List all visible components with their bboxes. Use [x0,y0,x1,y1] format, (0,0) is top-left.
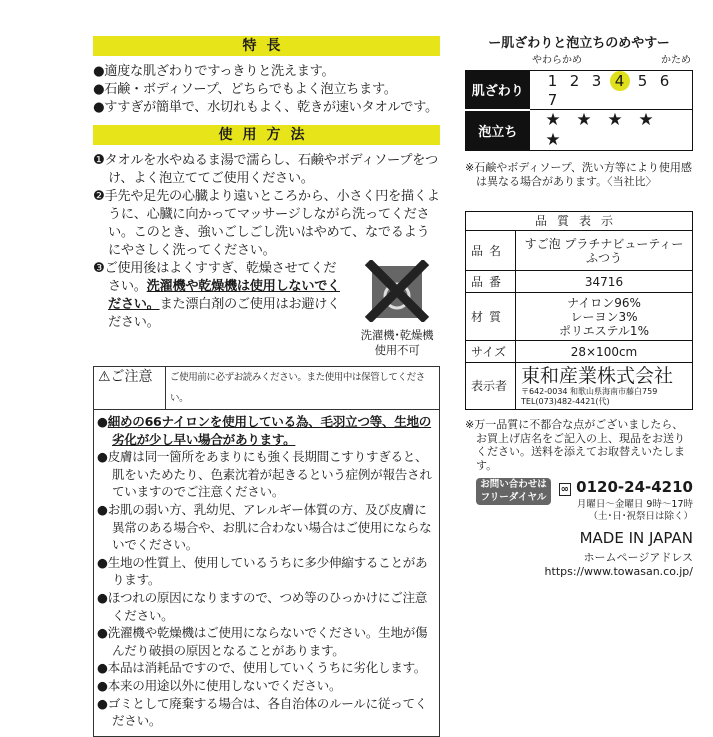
scale-hard-label: かため [661,55,691,66]
free-dial-icon: ∞ [560,484,569,495]
maker-key: 表示者 [466,363,516,410]
caution-box [93,366,440,737]
features-header: 特長 [93,36,440,56]
caution-item: ●洗濯機や乾燥機はご使用にならないでください。生地が傷んだり破損の原因となることがあります。 [97,625,428,658]
maker-tel: TEL(073)482-4421(代) [521,397,610,406]
made-in-japan: MADE IN JAPAN [579,529,693,547]
caution-item: ●皮膚は同一箇所をあまりにも強く長期間こすりすぎると、肌をいためたり、色素沈着が起きるという症例が報告されていますのでご注意ください。 [97,449,432,500]
scale-labels [465,52,693,70]
material-value [516,293,693,341]
step3-text-b: また漂白剤のご使用はお避けください。 [108,297,340,330]
quality-table [465,211,693,410]
maker-address: 〒642-0034 和歌山県海南市藤白759 [521,387,658,396]
no-washer-icon-group [354,260,440,358]
maker-name: 東和産業株式会社 [521,365,674,387]
phone-text: 0120-24-4210 [576,478,693,496]
name-key: 品名 [466,231,516,271]
texture-label: 肌ざわり [466,71,530,110]
free-dial-badge: お問い合わせは フリーダイヤル [476,478,551,505]
name-value: すご泡 プラチナビューティー ふつう [516,231,693,271]
star-icon: ★ [576,110,592,130]
scale-number: 5 [637,72,648,90]
caution-item: ●ほつれの原因になりますので、つめ等のひっかけにご注意ください。 [97,589,428,623]
caution-first: 細めの66ナイロンを使用している為、毛羽立つ等、生地の劣化が少し早い場合があります。 [107,414,432,447]
star-icon: ★ [607,110,623,130]
replacement-note: ※万一品質に不都合な点がございましたら、お買上げ店名をご記入の上、現品をお送りください。送料を添えてお取替えいたします。 [465,418,685,472]
no-washer-label: 洗濯機･乾燥機 使用不可 [360,328,434,357]
usage-steps [93,152,440,358]
material-1: ナイロン96% [567,295,641,310]
scale-number: 7 [547,91,558,109]
caution-item: ●ゴミとして廃棄する場合は、各自治体のルールに従ってください。 [97,695,428,729]
caution-item: ●本来の用途以外に使用しないでください。 [97,677,342,693]
scale-title: ー肌ざわりと泡立ちのめやすー [488,36,670,51]
caution-subtitle: ご使用前に必ずお読みください。また使用中は保管してください。 [170,372,425,404]
features-list [93,63,440,117]
usage-header: 使用方法 [93,125,440,145]
homepage-url[interactable]: https://www.towasan.co.jp/ [544,565,693,578]
size-value: 28×100cm [516,341,693,363]
scale-number: 6 [659,72,670,90]
feature-item: ●すすぎが簡単で、水切れもよく、乾きが速いタオルです。 [93,100,438,115]
scale-number-selected: 4 [610,71,630,91]
right-column [465,36,693,579]
number-value: 34716 [516,271,693,293]
material-3: ポリエステル1% [559,323,649,338]
foam-label: 泡立ち [466,110,530,151]
contact-details [557,478,693,523]
scale-note: ※石鹸やボディソープ、洗い方等により使用感は異なる場合があります。〈当社比〉 [465,161,692,188]
caution-item: ●生地の性質上、使用しているうちに多少伸縮することがあります。 [97,554,428,588]
homepage-label: ホームページアドレス [583,551,693,564]
size-key: サイズ [466,341,516,363]
feature-item: ●適度な肌ざわりですっきりと洗えます。 [93,64,335,79]
scale-soft-label: やわらかめ [532,55,582,66]
step3-text: ❸ご使用後はよくすすぎ、乾燥させてください。 [93,261,337,294]
scale-table [465,70,693,151]
business-hours: 月曜日～金曜日 9時～17時 [576,499,693,510]
caution-title: ⚠ご注意 [94,367,166,409]
material-2: レーヨン3% [570,309,638,324]
no-washer-dryer-icon [354,260,440,328]
closed-days: （土･日･祝祭日は除く） [588,511,693,522]
feature-item: ●石鹸・ボディソープ、どちらでもよく泡立ちます。 [93,82,397,97]
caution-item: ●細めの66ナイロンを使用している為、毛羽立つ等、生地の劣化が少し早い場合があります。 [97,414,432,447]
scale-number: 1 [547,72,558,90]
scale-number: 3 [591,72,602,90]
star-icon: ★ [545,110,561,130]
left-column [93,36,440,737]
caution-item: ●お肌の弱い方、乳幼児、アレルギー体質の方、及び皮膚に異常のある場合や、お肌に合わない場合はご使用にならないでください。 [97,501,432,553]
phone-number[interactable] [557,478,693,499]
scale-number: 2 [569,72,580,90]
caution-item: ●本品は消耗品ですので、使用していくうちに劣化します。 [97,660,427,676]
star-icon: ★ [545,130,561,150]
quality-title: 品質表示 [466,212,693,231]
step3-warning: 洗濯機や乾燥機は使用しないでください。 [108,279,340,312]
star-icon: ★ [638,110,654,130]
maker-value [516,363,693,410]
usage-step-1: ❶タオルを水やぬるま湯で濡らし、石鹸やボディソープをつけ、よく泡立ててご使用ください。 [93,153,438,186]
contact-block [465,478,693,523]
number-key: 品番 [466,271,516,293]
material-key: 材質 [466,293,516,341]
usage-step-2: ❷手先や足先の心臓より遠いところから、小さく円を描くように、心臓に向かってマッサージしながら洗ってください。このとき、強いごしごし洗いはやめて、なでるようにやさしく洗ってください。 [93,189,440,258]
